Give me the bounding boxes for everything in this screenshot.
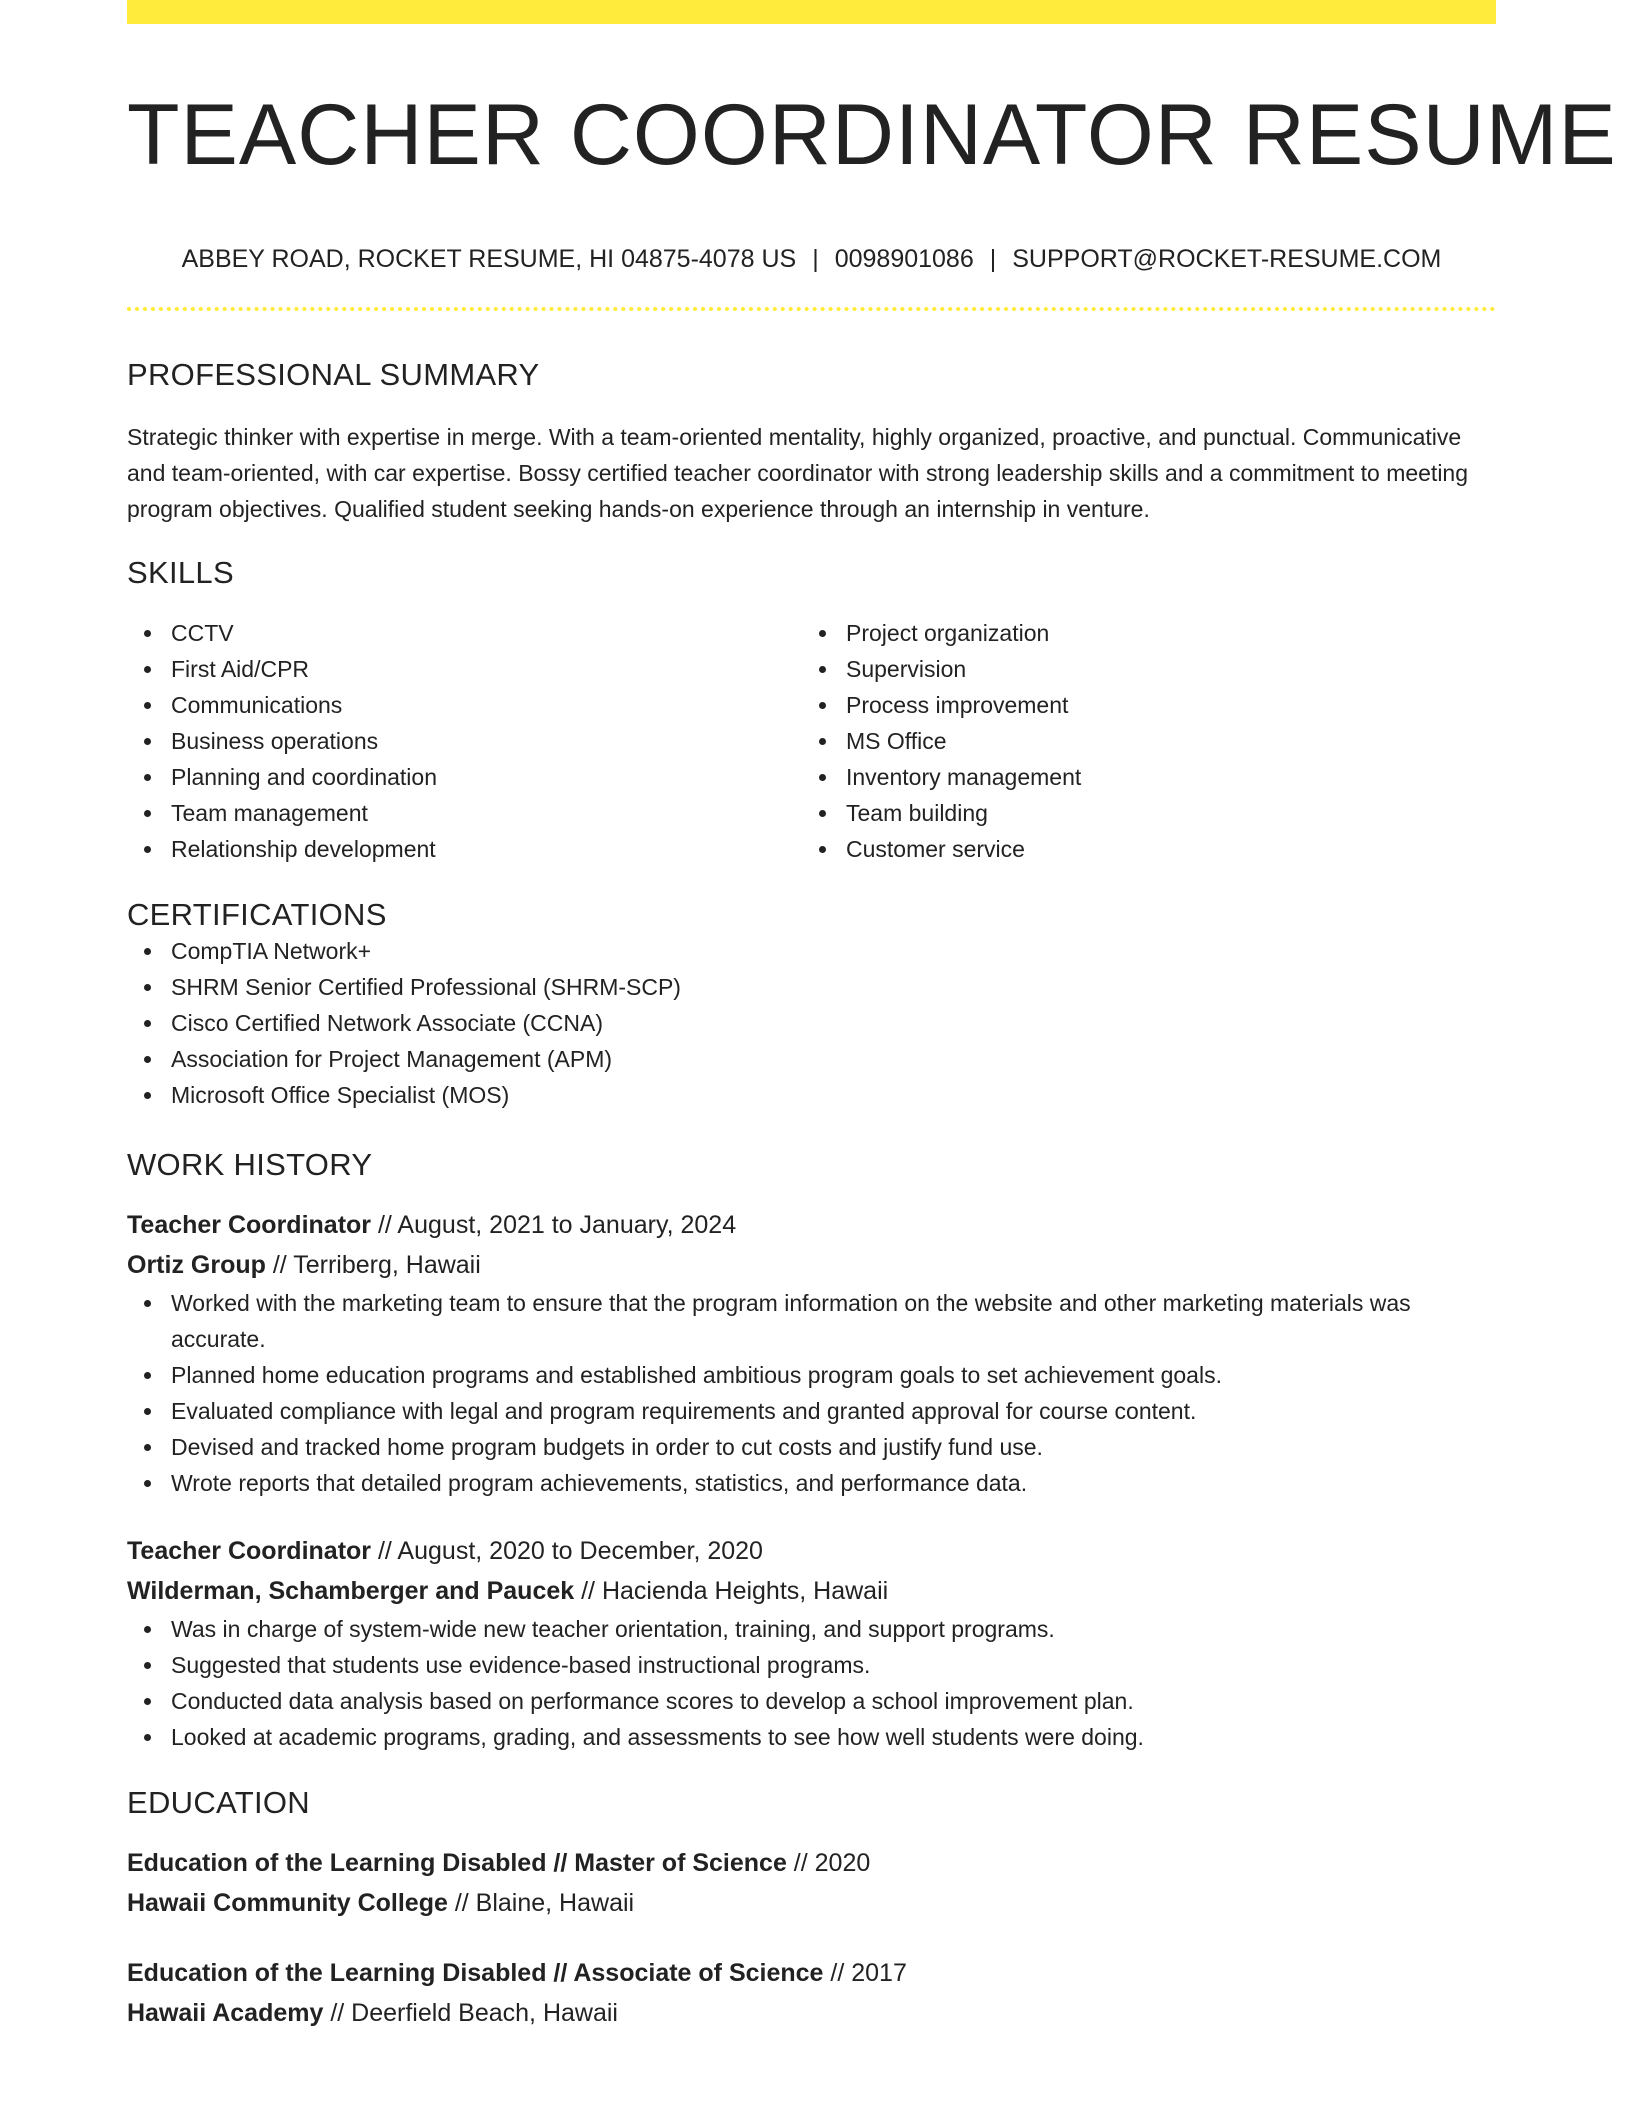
- job-duty-item: Looked at academic programs, grading, and assessments to see how well students were doing.: [127, 1719, 1496, 1755]
- job-duty-item: Suggested that students use evidence-based instructional programs.: [127, 1647, 1496, 1683]
- certifications-heading: CERTIFICATIONS: [127, 896, 387, 932]
- skill-item: Customer service: [802, 831, 1477, 867]
- job-location: // Terriberg, Hawaii: [265, 1250, 481, 1279]
- skills-column-left: [127, 615, 802, 867]
- skill-item: MS Office: [802, 723, 1477, 759]
- education-school: Hawaii Community College: [127, 1888, 448, 1917]
- certification-item: CompTIA Network+: [127, 933, 1496, 969]
- job-title: Teacher Coordinator: [127, 1536, 372, 1565]
- resume-content: [127, 0, 1617, 2033]
- job-duty-item: Conducted data analysis based on performance scores to develop a school improvement plan.: [127, 1683, 1496, 1719]
- resume-title: TEACHER COORDINATOR RESUME: [127, 87, 1617, 183]
- certification-item: SHRM Senior Certified Professional (SHRM-SCP): [127, 969, 1496, 1005]
- job-title-line: [127, 1205, 1496, 1245]
- skills-list-right: [802, 615, 1477, 867]
- skills-list-left: [127, 615, 802, 867]
- contact-address: ABBEY ROAD, ROCKET RESUME, HI 04875-4078 US: [181, 244, 797, 273]
- accent-top-bar: [127, 0, 1496, 24]
- job-duties-list: [127, 1611, 1496, 1755]
- skill-item: First Aid/CPR: [127, 651, 802, 687]
- job-duty-item: Evaluated compliance with legal and program requirements and granted approval for course content.: [127, 1393, 1496, 1429]
- skills-columns: [127, 615, 1496, 867]
- education-degree-line: [127, 1953, 1496, 1993]
- education-degree-line: [127, 1843, 1496, 1883]
- job-title-line: [127, 1531, 1496, 1571]
- skill-item: Supervision: [802, 651, 1477, 687]
- work-history-heading: WORK HISTORY: [127, 1146, 373, 1182]
- summary-text: Strategic thinker with expertise in merge. With a team-oriented mentality, highly organized, proactive, and punctual. Communicative and team-oriented, with car expertise. Bossy certified teacher coordinator with strong leadership skills and a commitment to meeting program objectives. Qualified student seeking hands-on experience through an internship in venture.: [127, 423, 1469, 522]
- contact-separator: |: [989, 244, 997, 273]
- job-company: Wilderman, Schamberger and Paucek: [127, 1576, 575, 1605]
- contact-separator: |: [812, 244, 819, 273]
- skill-item: Team management: [127, 795, 802, 831]
- education-heading: EDUCATION: [127, 1784, 310, 1820]
- skill-item: CCTV: [127, 615, 802, 651]
- job-company-line: [127, 1571, 1496, 1611]
- education-year: // 2020: [786, 1848, 871, 1877]
- job-location: // Hacienda Heights, Hawaii: [574, 1576, 889, 1605]
- skills-heading: SKILLS: [127, 554, 234, 590]
- certification-item: Association for Project Management (APM): [127, 1041, 1496, 1077]
- education-degree: Education of the Learning Disabled // Associate of Science: [127, 1958, 824, 1987]
- certifications-list: [127, 933, 1496, 1113]
- education-location: // Blaine, Hawaii: [447, 1888, 635, 1917]
- skill-item: Communications: [127, 687, 802, 723]
- dotted-divider: [127, 307, 1496, 311]
- job-dates: // August, 2021 to January, 2024: [371, 1210, 737, 1239]
- education-year: // 2017: [823, 1958, 907, 1987]
- job-title: Teacher Coordinator: [127, 1210, 372, 1239]
- certification-item: Cisco Certified Network Associate (CCNA): [127, 1005, 1496, 1041]
- job-duty-item: Wrote reports that detailed program achievements, statistics, and performance data.: [127, 1465, 1496, 1501]
- skill-item: Team building: [802, 795, 1477, 831]
- skill-item: Business operations: [127, 723, 802, 759]
- skill-item: Planning and coordination: [127, 759, 802, 795]
- job-duty-item: Worked with the marketing team to ensure that the program information on the website and other marketing materials was accurate.: [127, 1285, 1496, 1357]
- job-duty-item: Planned home education programs and established ambitious program goals to set achievement goals.: [127, 1357, 1496, 1393]
- education-location: // Deerfield Beach, Hawaii: [323, 1998, 618, 2027]
- skill-item: Process improvement: [802, 687, 1477, 723]
- job-duties-list: [127, 1285, 1496, 1501]
- job-duty-item: Devised and tracked home program budgets in order to cut costs and justify fund use.: [127, 1429, 1496, 1465]
- summary-heading: PROFESSIONAL SUMMARY: [127, 356, 540, 392]
- job-company: Ortiz Group: [127, 1250, 266, 1279]
- job-duty-item: Was in charge of system-wide new teacher orientation, training, and support programs.: [127, 1611, 1496, 1647]
- education-degree: Education of the Learning Disabled // Master of Science: [127, 1848, 787, 1877]
- skills-column-right: [802, 615, 1477, 867]
- job-dates: // August, 2020 to December, 2020: [371, 1536, 763, 1565]
- contact-phone: 0098901086: [834, 244, 974, 273]
- contact-line: [127, 245, 1496, 274]
- skill-item: Inventory management: [802, 759, 1477, 795]
- certification-item: Microsoft Office Specialist (MOS): [127, 1077, 1496, 1113]
- education-school-line: [127, 1993, 1496, 2033]
- education-school: Hawaii Academy: [127, 1998, 324, 2027]
- skill-item: Relationship development: [127, 831, 802, 867]
- skill-item: Project organization: [802, 615, 1477, 651]
- education-school-line: [127, 1883, 1496, 1923]
- contact-email: SUPPORT@ROCKET-RESUME.COM: [1012, 244, 1442, 273]
- job-company-line: [127, 1245, 1496, 1285]
